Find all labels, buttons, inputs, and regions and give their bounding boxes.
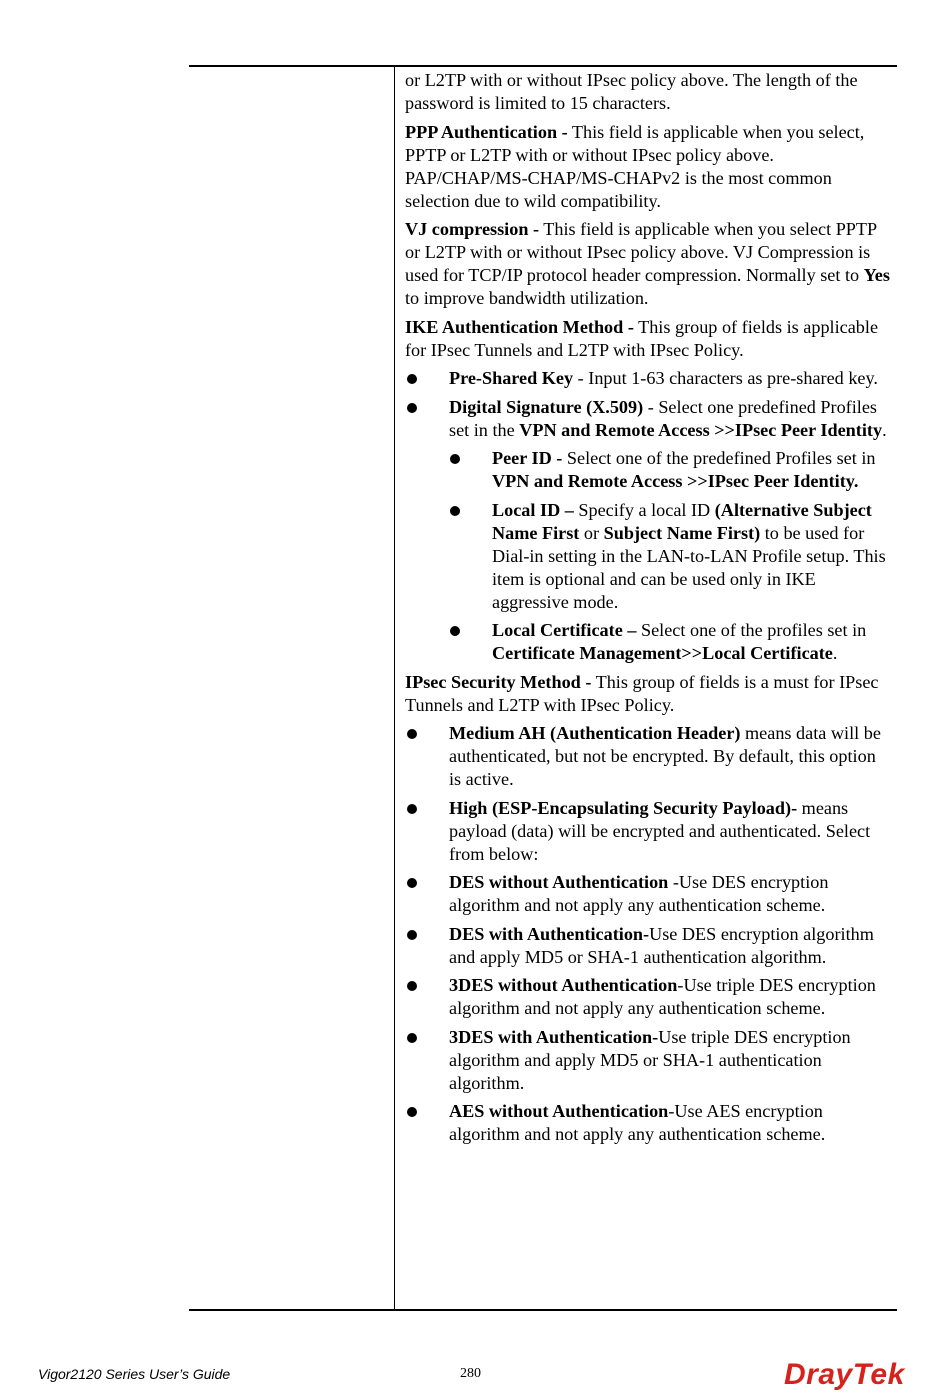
bullet-item — [405, 447, 891, 493]
bold-term: Local ID – — [492, 499, 574, 520]
bold-term: Yes — [863, 265, 890, 285]
text-run: to be used for Dial-in setting in the LAN-to-LAN Profile setup. This item is optional and can be used only in IKE aggressive mode. — [492, 522, 886, 612]
text-run: -Use triple DES encryption algorithm and not apply any authentication scheme. — [449, 975, 876, 1018]
bullet-dot-icon — [407, 374, 417, 384]
bullet-dot-icon — [407, 1033, 417, 1043]
text-run: . — [832, 643, 838, 663]
footer-guide-title: Vigor2120 Series User’s Guide — [38, 1366, 231, 1382]
bold-term: Medium AH (Authentication Header) — [449, 723, 741, 743]
bold-term: IPsec Security Method - — [405, 671, 592, 692]
bullet-item — [405, 367, 891, 390]
page-number: 280 — [460, 1366, 481, 1381]
bullet-item — [405, 722, 891, 791]
bold-term: Peer ID - — [492, 448, 563, 468]
text-run: means data will be authenticated, but not be encrypted. By default, this option is active. — [449, 723, 881, 789]
text-run: -Use DES encryption algorithm and not apply any authentication scheme. — [449, 872, 829, 915]
bullet-dot-icon — [450, 506, 460, 516]
bold-term: 3DES with Authentication- — [449, 1026, 659, 1047]
bold-term: IKE Authentication Method - — [405, 316, 634, 337]
description-table — [189, 65, 897, 1311]
bold-term: Pre-Shared Key — [449, 368, 574, 388]
text-run: or L2TP with or without IPsec policy above. The length of the password is limited to 15 characters. — [405, 70, 858, 113]
bold-term: Subject Name First) — [603, 522, 761, 543]
bold-term: VPN and Remote Access >>IPsec Peer Identity — [519, 419, 883, 440]
text-run: -Use AES encryption algorithm and not apply any authentication scheme. — [449, 1101, 826, 1144]
bullet-item — [405, 499, 891, 614]
bullet-item — [405, 797, 891, 866]
text-run: - Input 1-63 characters as pre-shared key. — [573, 368, 878, 388]
bold-term: AES without Authentication — [449, 1101, 669, 1121]
bold-term: 3DES without Authentication — [449, 975, 678, 995]
bullet-item — [405, 923, 891, 969]
bold-term: Local Certificate – — [492, 620, 637, 640]
bullet-item — [405, 396, 891, 442]
paragraph — [405, 316, 891, 362]
bullet-dot-icon — [450, 626, 460, 636]
bullet-dot-icon — [407, 1107, 417, 1117]
description-cell — [405, 69, 891, 1152]
paragraph — [405, 218, 891, 310]
bold-term: PPP Authentication - — [405, 121, 568, 142]
bold-term: DES with Authentication- — [449, 923, 650, 944]
text-run: Use triple DES encryption algorithm and apply MD5 or SHA-1 authentication algorithm. — [449, 1026, 851, 1093]
bold-term: (Alternative Subject Name First — [492, 499, 872, 543]
bold-term: High (ESP-Encapsulating Security Payload)- — [449, 797, 798, 818]
bullet-dot-icon — [407, 930, 417, 940]
bold-term: Certificate Management>>Local Certificate — [492, 643, 833, 663]
bullet-dot-icon — [450, 454, 460, 464]
text-run: Select one of the profiles set in — [636, 620, 867, 640]
text-run: to improve bandwidth utilization. — [405, 288, 649, 308]
text-run: This group of fields is a must for IPsec Tunnels and L2TP with IPsec Policy. — [405, 671, 879, 715]
text-run: . — [882, 419, 887, 440]
bullet-dot-icon — [407, 403, 417, 413]
bullet-item — [405, 871, 891, 917]
text-run: means payload (data) will be encrypted and authenticated. Select from below: — [449, 797, 871, 864]
text-run: This field is applicable when you select PPTP or L2TP with or without IPsec policy above. VJ Compression is used for TCP/IP protocol header compression. Normally set to — [405, 219, 877, 285]
bullet-item — [405, 619, 891, 665]
text-run: This group of fields is applicable for IPsec Tunnels and L2TP with IPsec Policy. — [405, 316, 879, 360]
bold-term: Digital Signature (X.509) — [449, 396, 644, 417]
bullet-dot-icon — [407, 804, 417, 814]
bullet-dot-icon — [407, 981, 417, 991]
paragraph — [405, 121, 891, 213]
bullet-dot-icon — [407, 729, 417, 739]
draytek-logo: DrayTek — [784, 1358, 905, 1391]
bullet-dot-icon — [407, 878, 417, 888]
bold-term: VPN and Remote Access >>IPsec Peer Identity. — [492, 471, 859, 491]
column-divider — [394, 67, 395, 1309]
text-run: or — [579, 522, 604, 543]
bullet-item — [405, 974, 891, 1020]
text-run: Select one of the predefined Profiles set in — [562, 448, 876, 468]
text-run: Use DES encryption algorithm and apply MD5 or SHA-1 authentication algorithm. — [449, 923, 874, 967]
bold-term: VJ compression - — [405, 219, 540, 239]
paragraph — [405, 69, 891, 115]
bold-term: DES without Authentication — [449, 872, 669, 892]
text-run: Specify a local ID — [573, 499, 715, 520]
paragraph — [405, 671, 891, 717]
bullet-item — [405, 1100, 891, 1146]
bullet-item — [405, 1026, 891, 1095]
text-run: - Select one predefined Profiles set in the — [449, 396, 877, 440]
text-run: This field is applicable when you select, PPTP or L2TP with or without IPsec policy above. PAP/CHAP/MS-CHAP/MS-CHAPv2 is the most common selection due to wild compatibility. — [405, 121, 865, 211]
